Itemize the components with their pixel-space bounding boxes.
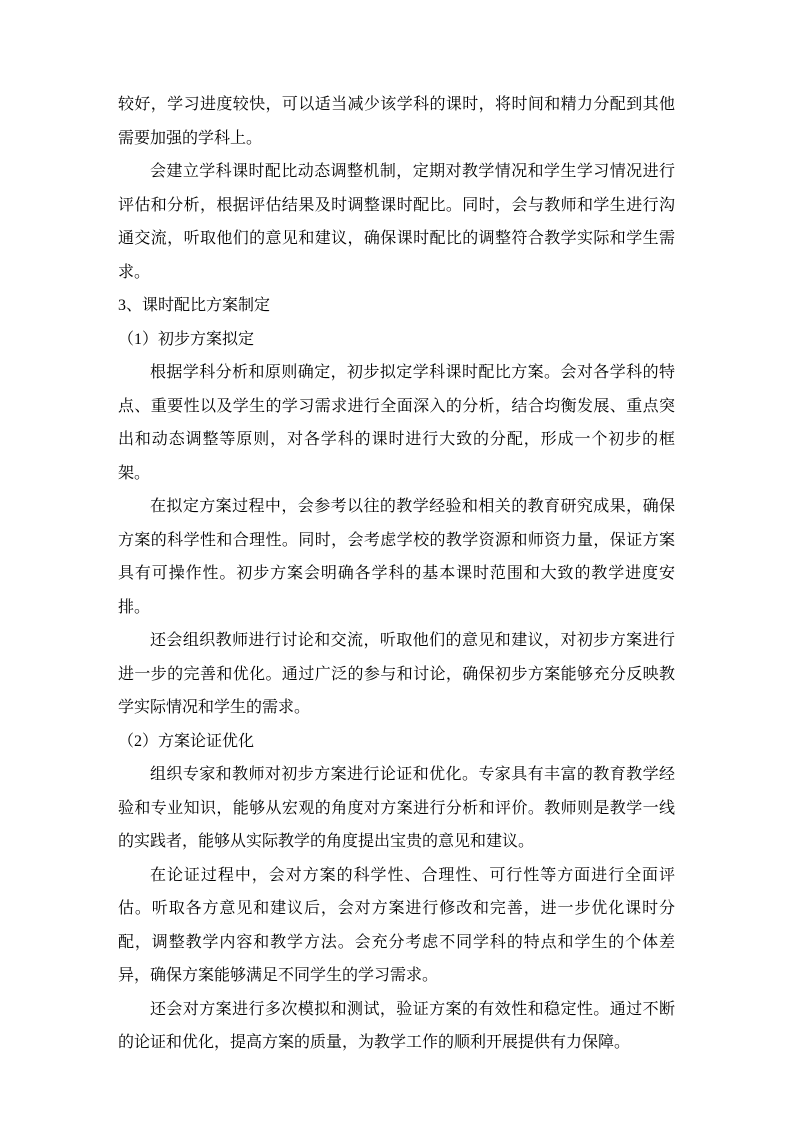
paragraph: 会建立学科课时配比动态调整机制，定期对教学情况和学生学习情况进行评估和分析，根据评估结果及时调整课时配比。同时，会与教师和学生进行沟通交流，听取他们的意见和建议，确保课时配比的调整符合教学实际和学生需求。 (118, 163, 675, 281)
paragraph: 较好，学习进度较快，可以适当减少该学科的课时，将时间和精力分配到其他需要加强的学科上。 (118, 96, 675, 147)
section-heading: （1）初步方案拟定 (118, 330, 255, 348)
document-content (118, 88, 675, 1060)
paragraph: 还会对方案进行多次模拟和测试，验证方案的有效性和稳定性。通过不断的论证和优化，提高方案的质量，为教学工作的顺利开展提供有力保障。 (118, 1000, 675, 1051)
section-heading: （2）方案论证优化 (118, 732, 255, 750)
paragraph: 还会组织教师进行讨论和交流，听取他们的意见和建议，对初步方案进行进一步的完善和优化。通过广泛的参与和讨论，确保初步方案能够充分反映教学实际情况和学生的需求。 (118, 632, 675, 716)
paragraph: 在拟定方案过程中，会参考以往的教学经验和相关的教育研究成果，确保方案的科学性和合理性。同时，会考虑学校的教学资源和师资力量，保证方案具有可操作性。初步方案会明确各学科的基本课时范围和大致的教学进度安排。 (118, 498, 675, 616)
paragraph: 根据学科分析和原则确定，初步拟定学科课时配比方案。会对各学科的特点、重要性以及学生的学习需求进行全面深入的分析，结合均衡发展、重点突出和动态调整等原则，对各学科的课时进行大致的分配，形成一个初步的框架。 (118, 364, 675, 482)
paragraph: 在论证过程中，会对方案的科学性、合理性、可行性等方面进行全面评估。听取各方意见和建议后，会对方案进行修改和完善，进一步优化课时分配，调整教学内容和教学方法。会充分考虑不同学科的特点和学生的个体差异，确保方案能够满足不同学生的学习需求。 (118, 866, 675, 984)
section-heading: 3、课时配比方案制定 (118, 297, 271, 314)
paragraph: 组织专家和教师对初步方案进行论证和优化。专家具有丰富的教育教学经验和专业知识，能够从宏观的角度对方案进行分析和评价。教师则是教学一线的实践者，能够从实际教学的角度提出宝贵的意见和建议。 (118, 766, 675, 850)
